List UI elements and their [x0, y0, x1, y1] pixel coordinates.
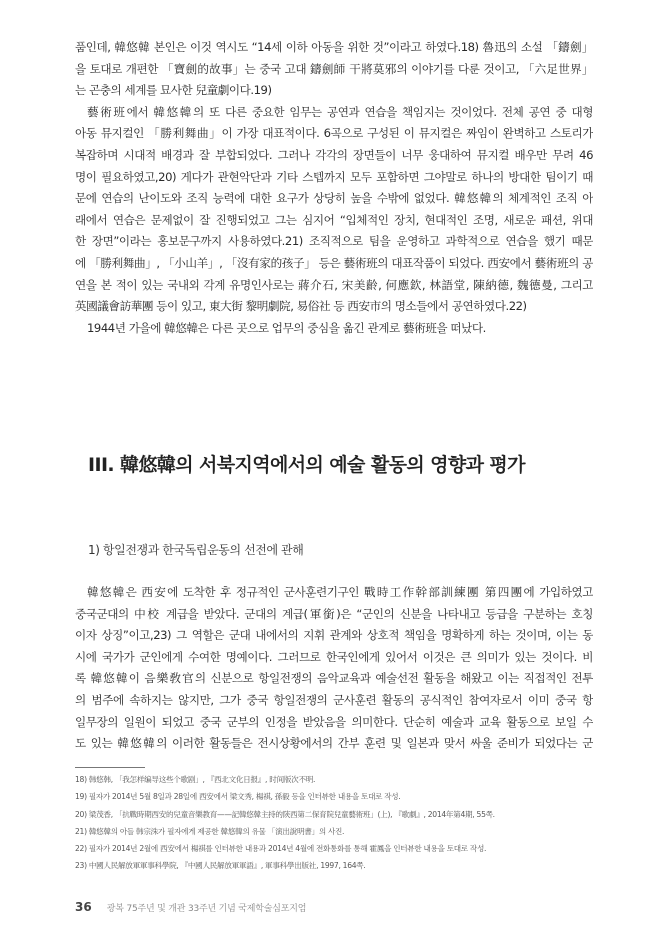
text-line: 시에 국가가 군인에게 수여한 명예이다. 그러므로 한국인에게 있어서 이것은 큰 의미가 있는 것이다. 비 — [75, 649, 593, 664]
footnote: 20) 梁茂香, 「抗戰時期西安的兒童音樂教育——記韓悠韓主持的陝西第二保育院兒童藝術班」(上), 『歌劇』, 2014年第4期, 55쪽. — [75, 809, 495, 819]
footnote: 21) 韓悠韓의 아들 韩宗洙가 필자에게 제공한 韓悠韓의 유물 「演出說明書」의 사진. — [75, 826, 345, 836]
footnotes — [75, 771, 595, 875]
text-line: 록 韓悠韓이 음樂敎官의 신분으로 항일전쟁의 음악교육과 예술선전 활동을 해왔고 이는 직접적인 전투 — [75, 671, 593, 686]
text-line: 英國議會訪華團 등이 있고, 東大街 黎明劇院, 易俗社 등 西安市의 명소들에서 공연하였다.22) — [75, 299, 527, 314]
text-line: 아동 뮤지컬인 「勝利舞曲」이 가장 대표적이다. 6곡으로 구성된 이 뮤지컬은 짜임이 완벽하고 스토리가 — [75, 126, 593, 141]
text-line: 중국군대의 中校 계급을 받았다. 군대의 계급(軍銜)은 “군인의 신분을 나타내고 등급을 구분하는 호칭 — [75, 606, 593, 621]
text-line: 한 장면”이라는 홍보문구까지 사용하였다.21) 조직적으로 팀을 운영하고 과학적으로 연습을 했기 때문 — [75, 234, 593, 249]
footnote-divider — [75, 767, 145, 768]
page-number: 36 — [75, 900, 92, 914]
text-line: 을 토대로 개편한 「寶劍的故事」는 중국 고대 鑄劍師 干將莫邪의 이야기를 다룬 것이고, 「六足世界」 — [75, 61, 593, 76]
text-line: 일무장의 일원이 되었고 중국 군부의 인정을 받았음을 의미한다. 단순히 예술과 교육 활동으로 보일 수 — [75, 714, 593, 729]
paragraph-2 — [75, 102, 593, 318]
text-line: 1944년 가을에 韓悠韓은 다른 곳으로 업무의 중심을 옮긴 관계로 藝術班을 떠났다. — [87, 320, 486, 335]
text-line: 명이 필요하였고,20) 게다가 관현악단과 기타 스텝까지 모두 포함하면 그야말로 하나의 방대한 팀이기 때 — [75, 169, 593, 184]
text-line: 韓悠韓은 西安에 도착한 후 정규적인 군사훈련기구인 戰時工作幹部訓練團 第四團에 가입하였고 — [87, 585, 593, 599]
footnote: 19) 필자가 2014년 5월 8일과 28일에 西安에서 梁文秀, 楊祺, 孫毅 등을 인터뷰한 내용을 토대로 작성. — [75, 792, 401, 802]
text-line: 의 범주에 속하지는 않지만, 그가 중국 항일전쟁의 군사훈련 활동의 공식적인 참여자로서 이미 중국 항 — [75, 692, 593, 707]
paragraph-4 — [75, 582, 593, 755]
text-line: 도 있는 韓悠韓의 이러한 활동들은 전시상황에서의 간부 훈련 및 일본과 맞서 싸울 준비가 되었다는 군 — [75, 736, 593, 751]
page-footer — [75, 896, 306, 915]
text-line: 는 곤충의 세계를 묘사한 兒童劇이다.19) — [75, 83, 272, 98]
section-heading: III. 韓悠韓의 서북지역에서의 예술 활동의 영향과 평가 — [88, 454, 525, 476]
footnote: 22) 필자가 2014년 2월에 西安에서 楊祺를 인터뷰한 내용과 2014년 4월에 전화통화를 통해 霍鳳을 인터뷰한 내용을 토대로 작성. — [75, 844, 487, 854]
text-line: 이자 상징”이고,23) 그 역할은 군대 내에서의 지휘 관계와 상호적 책임을 명확하게 하는 것이며, 이는 동 — [75, 628, 593, 643]
text-line: 래에서 연습은 문제없이 잘 진행되었고 그는 심지어 “입체적인 장치, 현대적인 조명, 새로운 패션, 위대 — [75, 212, 593, 227]
text-line: 藝術班에서 韓悠韓의 또 다른 중요한 임무는 공연과 연습을 책임지는 것이었다. 전체 공연 중 대형 — [87, 104, 593, 119]
footer-title: 광복 75주년 및 개관 33주년 기념 국제학술심포지엄 — [106, 904, 307, 914]
text-line: 품인데, 韓悠韓 본인은 이것 역시도 “14세 이하 아동을 위한 것”이라고 하였다.18) 魯迅의 소설 「鑄劍」 — [75, 40, 593, 54]
subsection-heading: 1) 항일전쟁과 한국독립운동의 선전에 관해 — [88, 543, 304, 557]
text-line: 연을 본 적이 있는 국내외 각계 유명인사로는 蔣介石, 宋美齡, 何應欽, 林語堂, 陳納德, 魏德曼, 그리고 — [75, 277, 593, 292]
footnote: 18) 韩悠韩, 「我怎样编导这些个歌剧」, 『西北文化日报』, 时间版次不明. — [75, 775, 316, 784]
paragraph-3 — [75, 318, 593, 340]
footnote: 23) 中國人民解放軍軍事科學院, 『中國人民解放軍軍語』, 軍事科學出版社, 1997, 164쪽. — [75, 861, 366, 871]
paragraph-1 — [75, 37, 593, 102]
text-line: 에 「勝利舞曲」, 「小山羊」, 「沒有家的孩子」 등은 藝術班의 대표작품이 되었다. 西安에서 藝術班의 공 — [75, 255, 593, 270]
text-line: 문에 연습의 난이도와 조직 능력에 대한 요구가 상당히 높을 수밖에 없었다. 韓悠韓의 체계적인 조직 아 — [75, 191, 593, 206]
text-line: 복잡하며 시대적 배경과 잘 부합되었다. 그러나 각각의 장면들이 너무 웅대하여 뮤지컬 배우만 무려 46 — [75, 147, 593, 162]
